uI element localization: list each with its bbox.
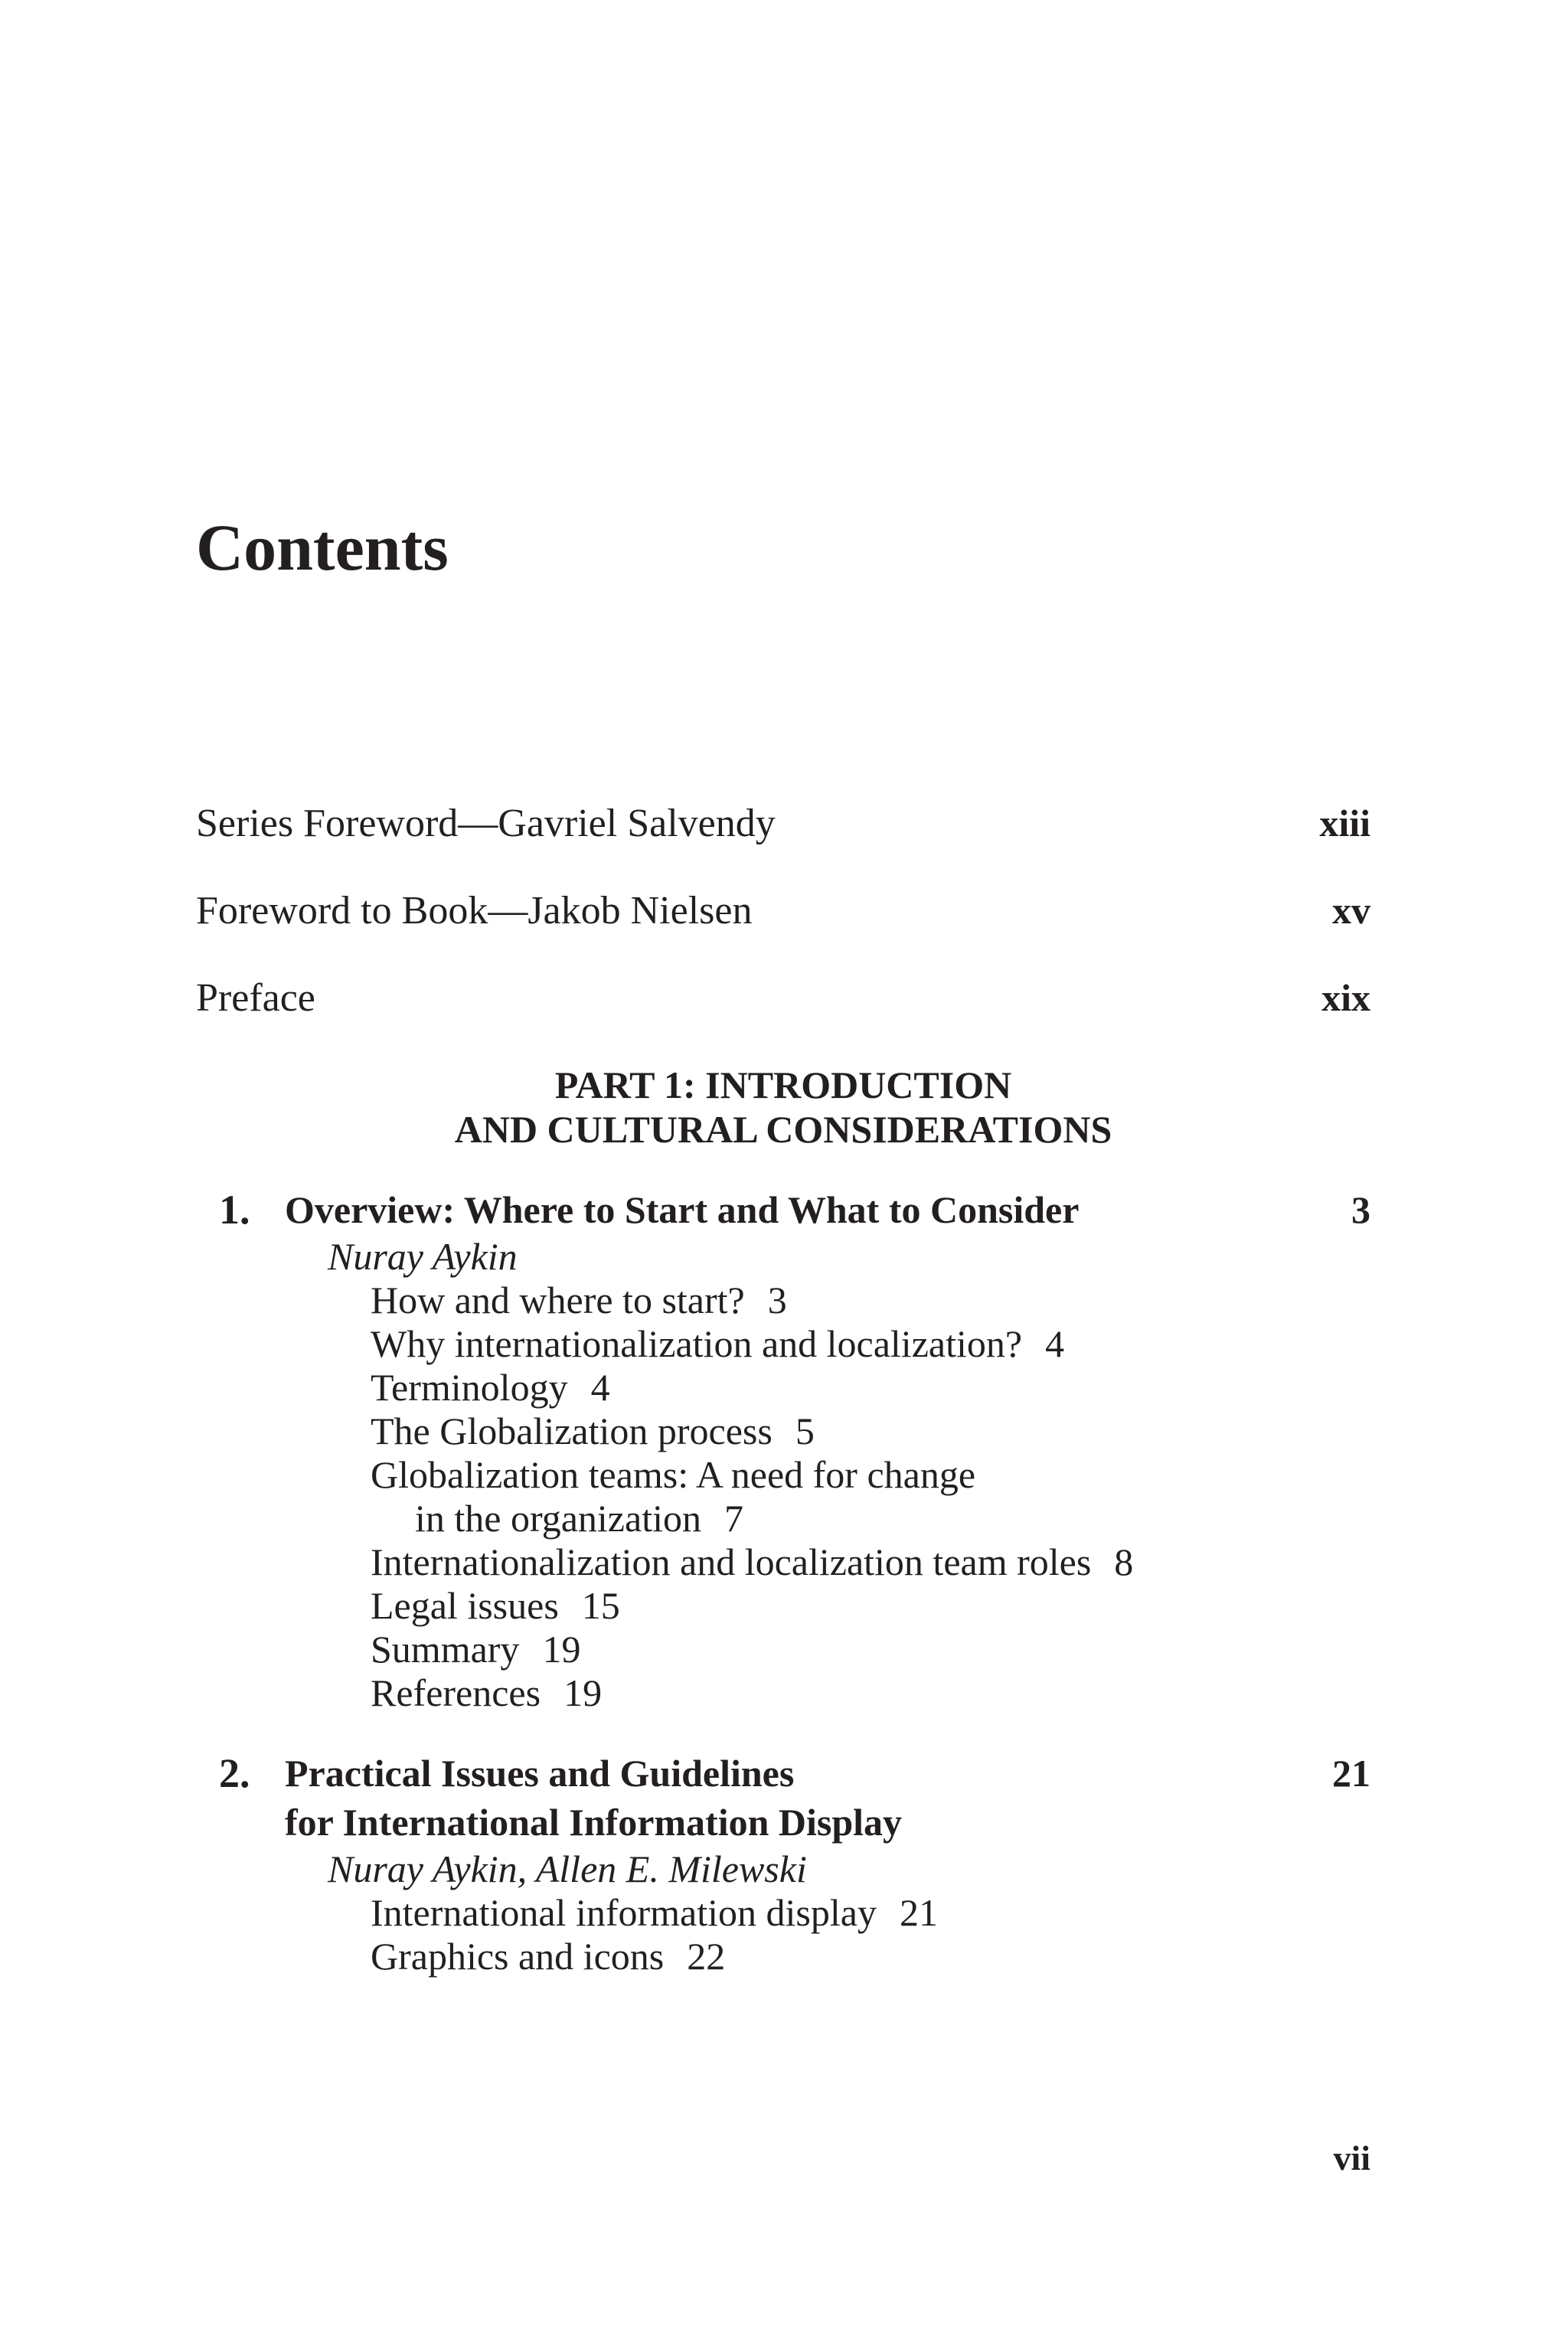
chapter-author: Nuray Aykin [328, 1235, 518, 1278]
section-page: 3 [767, 1279, 787, 1321]
section-entry [371, 1540, 1370, 1584]
section-entry [371, 1935, 1370, 1978]
section-page: 4 [1045, 1322, 1065, 1365]
section-entry [371, 1322, 1370, 1366]
toc-entry-page: xix [1321, 976, 1370, 1019]
page-number: vii [1333, 2138, 1370, 2177]
toc-entry-preface [196, 978, 1370, 1018]
section-list [371, 1279, 1370, 1715]
section-title: Internationalization and localization team roles [371, 1540, 1092, 1583]
section-title: International information display [371, 1891, 877, 1934]
toc-entry-title: Series Foreword—Gavriel Salvendy [196, 802, 776, 845]
chapter-number: 1. [219, 1187, 250, 1233]
chapter-page: 3 [1351, 1188, 1370, 1231]
chapter-number: 2. [219, 1750, 250, 1796]
section-page: 5 [795, 1410, 815, 1452]
chapter-heading [196, 1185, 1370, 1234]
section-page: 4 [590, 1366, 610, 1409]
section-title-continuation: in the organization [415, 1497, 701, 1540]
section-title: Why internationalization and localization? [371, 1322, 1023, 1365]
chapter-heading [196, 1749, 1370, 1847]
section-title: Terminology [371, 1366, 568, 1409]
section-entry [371, 1410, 1370, 1453]
section-page: 15 [581, 1584, 620, 1627]
section-title: References [371, 1671, 541, 1714]
toc-entry-foreword [196, 891, 1370, 931]
page-title: Contents [196, 511, 449, 584]
section-title: Graphics and icons [371, 1935, 665, 1978]
chapter-title-line: for International Information Display [285, 1801, 903, 1844]
section-page: 8 [1114, 1540, 1134, 1583]
chapter-title [285, 1749, 1234, 1847]
part-heading [196, 1063, 1370, 1152]
chapter-title-line: Practical Issues and Guidelines [285, 1752, 795, 1795]
section-title: The Globalization process [371, 1410, 773, 1452]
section-title: How and where to start? [371, 1279, 745, 1321]
section-title: Legal issues [371, 1584, 559, 1627]
section-entry [371, 1279, 1370, 1322]
chapter-author: Nuray Aykin, Allen E. Milewski [328, 1847, 807, 1890]
section-page: 19 [542, 1628, 581, 1671]
toc-entry-page: xv [1332, 889, 1370, 932]
section-entry [371, 1891, 1370, 1935]
part-heading-line: PART 1: INTRODUCTION [554, 1063, 1012, 1106]
section-entry [371, 1366, 1370, 1410]
chapter-page: 21 [1332, 1752, 1370, 1795]
section-entry [371, 1584, 1370, 1628]
section-list [371, 1891, 1370, 1978]
section-title: Summary [371, 1628, 520, 1671]
part-heading-line: AND CULTURAL CONSIDERATIONS [454, 1108, 1112, 1151]
toc-entry-title: Preface [196, 976, 315, 1020]
chapter-title: Overview: Where to Start and What to Consider [285, 1188, 1080, 1231]
toc-entry-page: xiii [1319, 802, 1370, 844]
section-title: Globalization teams: A need for change [371, 1453, 976, 1496]
section-entry [371, 1453, 1370, 1497]
toc-entry-series-foreword [196, 804, 1370, 844]
section-page: 7 [724, 1497, 743, 1540]
section-entry-continuation [371, 1497, 1370, 1540]
chapter-2 [196, 1749, 1370, 1978]
section-page: 21 [899, 1891, 938, 1934]
toc-entry-title: Foreword to Book—Jakob Nielsen [196, 889, 753, 933]
section-page: 22 [687, 1935, 726, 1978]
chapter-1 [196, 1185, 1370, 1715]
section-entry [371, 1671, 1370, 1715]
section-page: 19 [564, 1671, 603, 1714]
section-entry [371, 1628, 1370, 1671]
